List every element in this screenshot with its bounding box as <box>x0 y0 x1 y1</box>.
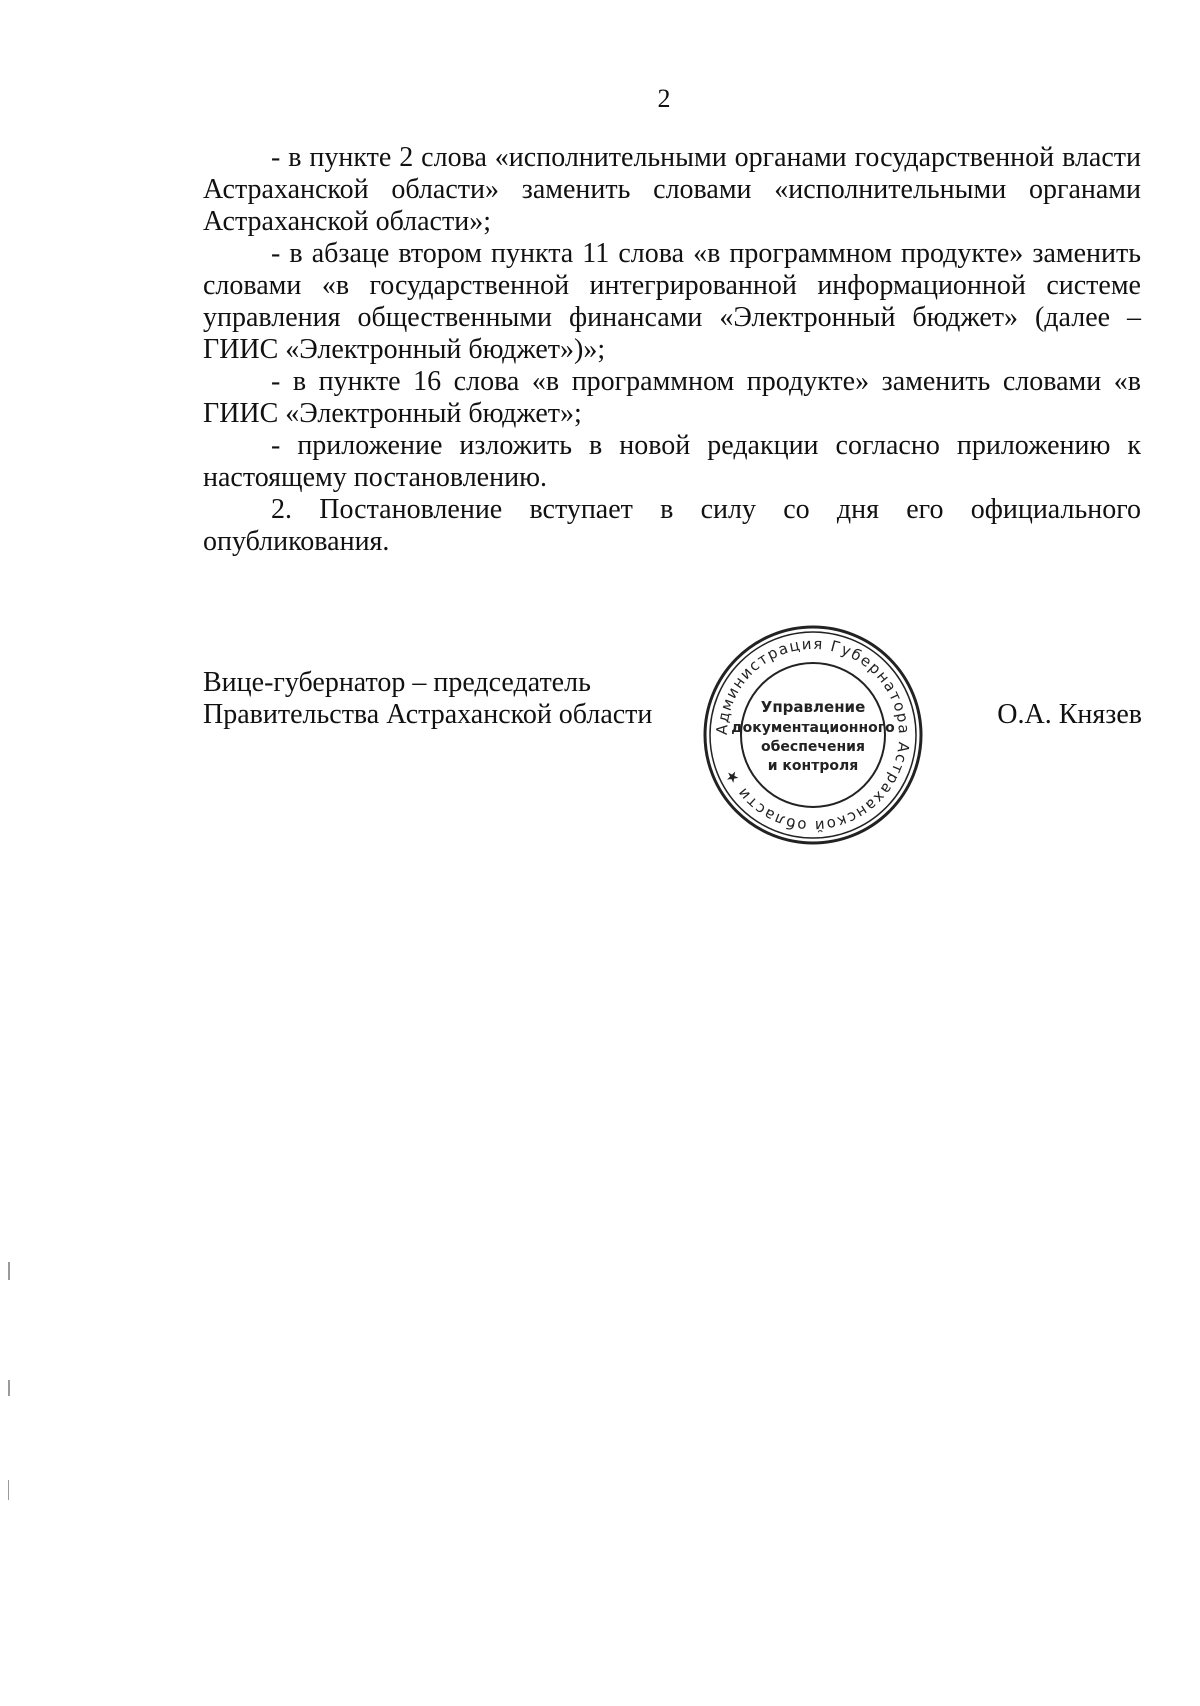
document-body <box>203 142 1141 558</box>
page-number: 2 <box>657 84 671 113</box>
signatory-name: О.А. Князев <box>997 699 1142 730</box>
paragraph-effective-date: 2. Постановление вступает в силу со дня его официального опубликования. <box>203 494 1141 557</box>
scan-artifact <box>8 1262 10 1280</box>
scan-artifact <box>8 1380 10 1396</box>
seal-center-line-3: обеспечения <box>761 739 865 755</box>
paragraph-amendment-point-16: - в пункте 16 слова «в программном продукте» заменить словами «в ГИИС «Электронный бюджет»; <box>203 366 1141 429</box>
signatory-position-line-2: Правительства Астраханской области <box>203 699 653 730</box>
seal-ring-text: Администрация Губернатора Астраханской области ★ <box>712 634 914 836</box>
seal-graphic <box>700 622 926 848</box>
seal-center-line-2: документационного <box>731 720 895 736</box>
paragraph-amendment-point-2: - в пункте 2 слова «исполнительными органами государственной власти Астраханской области» заменить словами «исполнительными органами Астраханской области»; <box>203 142 1141 237</box>
signatory-position-line-1: Вице-губернатор – председатель <box>203 667 591 698</box>
scan-artifact <box>8 1480 9 1500</box>
paragraph-appendix: - приложение изложить в новой редакции согласно приложению к настоящему постановлению. <box>203 430 1141 493</box>
seal-center-line-1: Управление <box>760 698 866 716</box>
official-seal <box>700 622 926 848</box>
paragraph-amendment-point-11: - в абзаце втором пункта 11 слова «в программном продукте» заменить словами «в государственной интегрированной информационной системе управления общественными финансами «Электронный бюджет» (далее – ГИИС «Электронный бюджет»)»; <box>203 238 1141 365</box>
signatory-position <box>203 667 652 731</box>
seal-center-line-4: и контроля <box>767 758 859 774</box>
